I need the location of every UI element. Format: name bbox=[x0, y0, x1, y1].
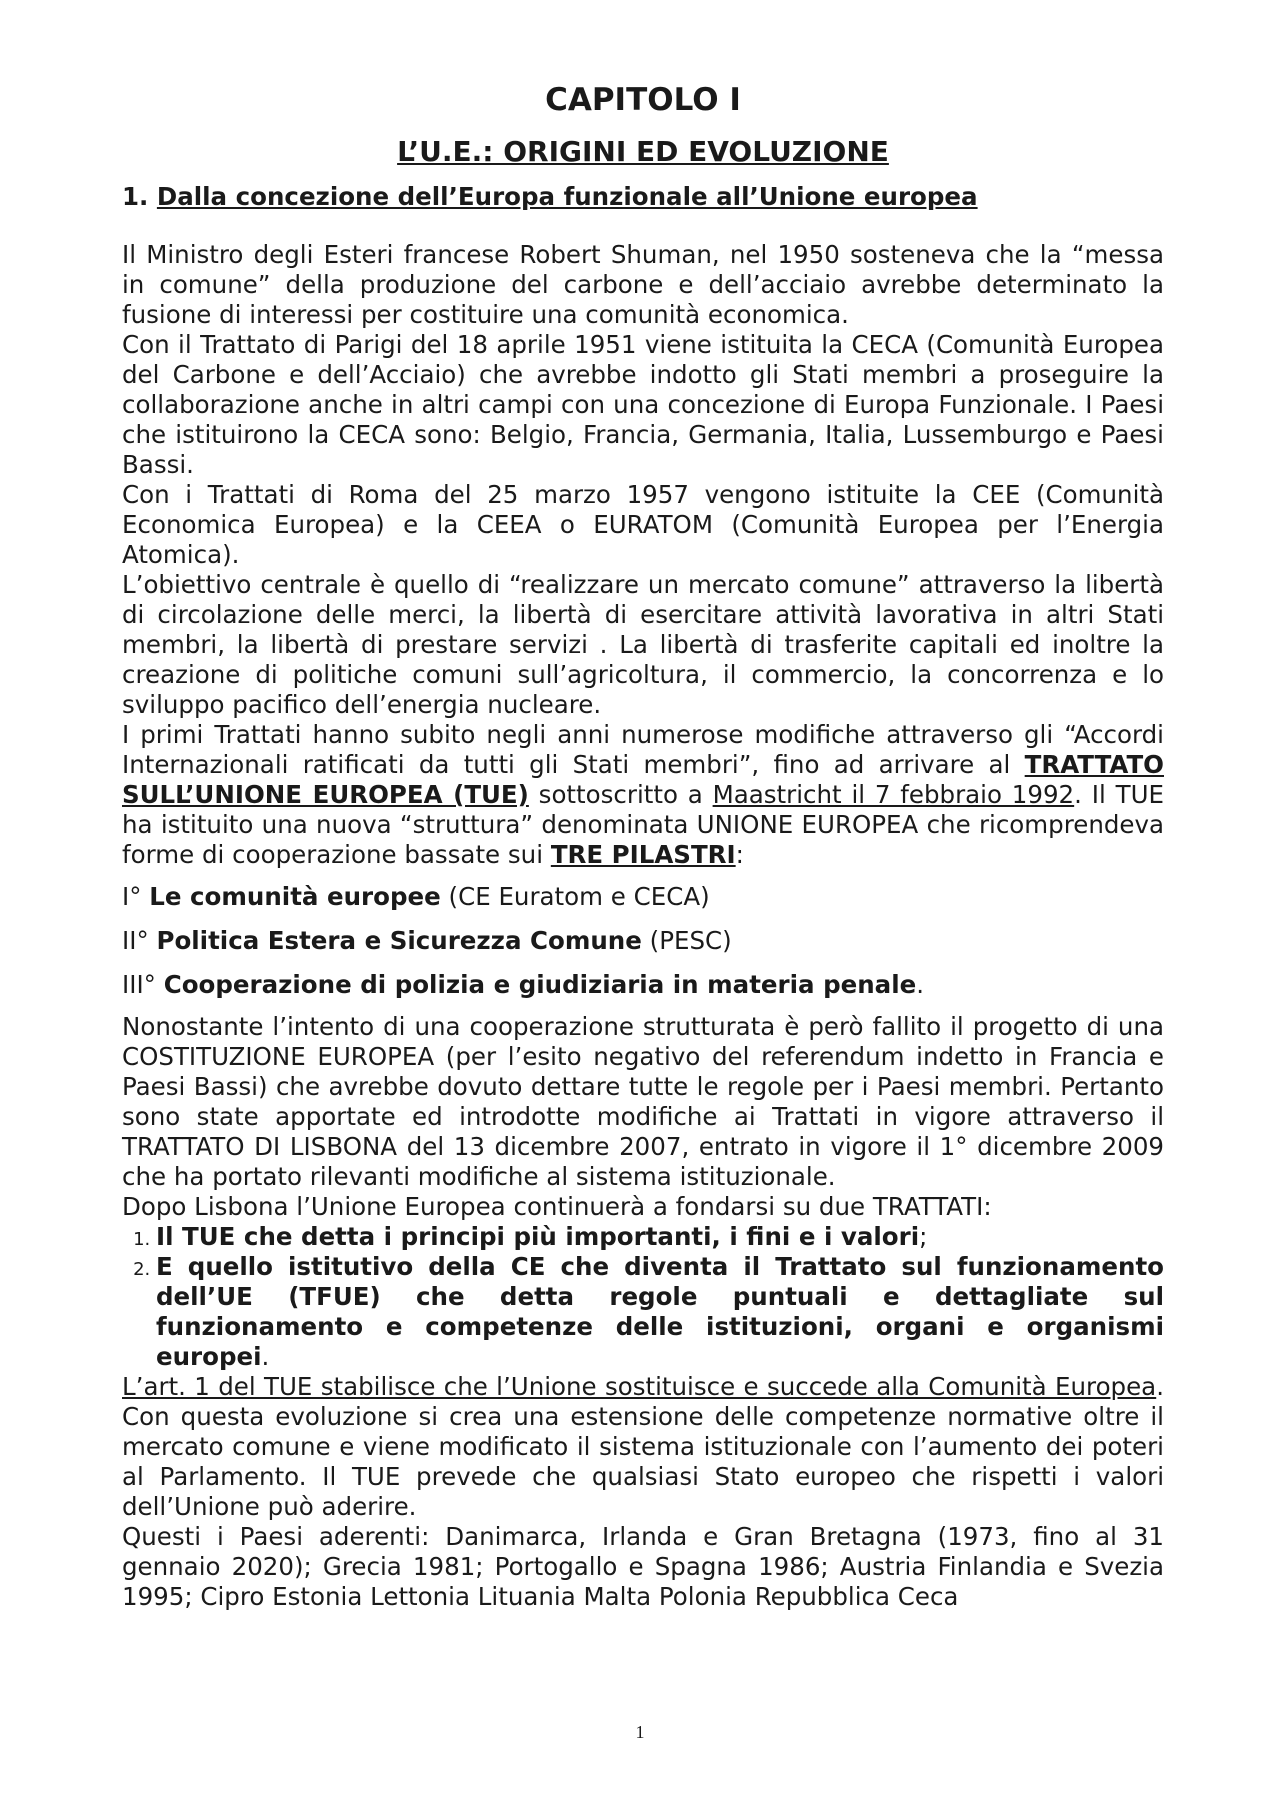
paragraph-two-treaties: Dopo Lisbona l’Unione Europea continuerà a fondarsi su due TRATTATI: bbox=[122, 1192, 992, 1221]
chapter-title: L’U.E.: ORIGINI ED EVOLUZIONE bbox=[397, 135, 889, 168]
list-item-text: Il TUE che detta i principi più importanti, i fini e i valori bbox=[156, 1222, 920, 1251]
chapter-heading: CAPITOLO I bbox=[545, 82, 741, 118]
pillar-note: (CE Euratom e CECA) bbox=[440, 882, 710, 911]
list-item: 2. E quello istitutivo della CE che diventa il Trattato sul funzionamento dell’UE (TFUE) che detta regole puntuali e dettagliate sul funzionamento e competenze delle istituzioni, organi e organismi europei. bbox=[156, 1252, 1164, 1372]
pillar-number: II° bbox=[122, 926, 149, 955]
tue-emphasis: TRATTATO SULL’UNIONE EUROPEA (TUE) bbox=[122, 750, 1164, 809]
pillar-item bbox=[122, 880, 1164, 914]
maastricht-date: Maastricht il 7 febbraio 1992 bbox=[712, 780, 1075, 809]
maastricht-text-1: I primi Trattati hanno subito negli anni numerose modifiche attraverso gli “Accordi Internazionali ratificati da tutti gli Stati membri”, fino ad arrivare al bbox=[122, 720, 1164, 779]
list-item-text: E quello istitutivo della CE che diventa il Trattato sul funzionamento dell’UE (TFUE) che detta regole puntuali e dettagliate sul funzionamento e competenze delle istituzioni, organi e organismi europei bbox=[156, 1252, 1164, 1371]
page-number: 1 bbox=[635, 1722, 645, 1742]
three-pillars-emphasis: TRE PILASTRI bbox=[550, 840, 736, 869]
art1-text: . Con questa evoluzione si crea una estensione delle competenze normative oltre il mercato comune e viene modificato il sistema istituzionale con l’aumento dei poteri al Parlamento. Il TUE prevede che qualsiasi Stato europeo che rispetti i valori dell’Unione può aderire. bbox=[122, 1372, 1164, 1521]
art1-underlined: L’art. 1 del TUE stabilisce che l’Unione sostituisce e succede alla Comunità Europea bbox=[122, 1372, 1157, 1401]
pillar-note: . bbox=[916, 970, 925, 999]
section-number: 1. bbox=[122, 182, 149, 211]
section-heading bbox=[122, 180, 1164, 214]
pillar-title: Le comunità europee bbox=[149, 882, 441, 911]
pillar-title: Cooperazione di polizia e giudiziaria in materia penale bbox=[163, 970, 917, 999]
pillar-item bbox=[122, 924, 1164, 958]
treaties-list bbox=[122, 1222, 1164, 1372]
pillar-title: Politica Estera e Sicurezza Comune bbox=[156, 926, 642, 955]
paragraph-maastricht bbox=[122, 720, 1164, 870]
pillar-item bbox=[122, 968, 1164, 1002]
section-title: Dalla concezione dell’Europa funzionale all’Unione europea bbox=[156, 182, 978, 211]
maastricht-text-4: : bbox=[735, 840, 744, 869]
maastricht-text-2: sottoscritto a bbox=[528, 780, 713, 809]
pillar-number: I° bbox=[122, 882, 142, 911]
maastricht-text-3: . Il TUE ha istituito una nuova “struttura” denominata UNIONE EUROPEA che ricomprendeva forme di cooperazione bassate sui bbox=[122, 780, 1164, 869]
paragraph-lisbon: Nonostante l’intento di una cooperazione strutturata è però fallito il progetto di una COSTITUZIONE EUROPEA (per l’esito negativo del referendum indetto in Francia e Paesi Bassi) che avrebbe dovuto dettare tutte le regole per i Paesi membri. Pertanto sono state apportate ed introdotte modifiche ai Trattati in vigore attraverso il TRATTATO DI LISBONA del 13 dicembre 2007, entrato in vigore il 1° dicembre 2009 che ha portato rilevanti modifiche al sistema istituzionale. bbox=[122, 1012, 1164, 1191]
paragraph-member-states: Questi i Paesi aderenti: Danimarca, Irlanda e Gran Bretagna (1973, fino al 31 gennaio 2020); Grecia 1981; Portogallo e Spagna 1986; Austria Finlandia e Svezia 1995; Cipro Estonia Lettonia Lituania Malta Polonia Repubblica Ceca bbox=[122, 1522, 1164, 1611]
paragraph-rome-treaties: Con i Trattati di Roma del 25 marzo 1957 vengono istituite la CEE (Comunità Economica Europea) e la CEEA o EURATOM (Comunità Europea per l’Energia Atomica). bbox=[122, 480, 1164, 569]
paragraph-art1 bbox=[122, 1372, 1164, 1522]
paragraph-objective: L’obiettivo centrale è quello di “realizzare un mercato comune” attraverso la libertà di circolazione delle merci, la libertà di esercitare attività lavorativa in altri Stati membri, la libertà di prestare servizi . La libertà di trasferite capitali ed inoltre la creazione di politiche comuni sull’agricoltura, il commercio, la concorrenza e lo sviluppo pacifico dell’energia nucleare. bbox=[122, 570, 1164, 719]
paragraph-shuman: Il Ministro degli Esteri francese Robert Shuman, nel 1950 sosteneva che la “messa in comune” della produzione del carbone e dell’acciaio avrebbe determinato la fusione di interessi per costituire una comunità economica. bbox=[122, 240, 1164, 329]
paragraph-ceca: Con il Trattato di Parigi del 18 aprile 1951 viene istituita la CECA (Comunità Europea del Carbone e dell’Acciaio) che avrebbe indotto gli Stati membri a proseguire la collaborazione anche in altri campi con una concezione di Europa Funzionale. I Paesi che istituirono la CECA sono: Belgio, Francia, Germania, Italia, Lussemburgo e Paesi Bassi. bbox=[122, 330, 1164, 479]
list-item: 1. Il TUE che detta i principi più importanti, i fini e i valori; bbox=[156, 1222, 1164, 1252]
pillar-note: (PESC) bbox=[641, 926, 732, 955]
pillar-number: III° bbox=[122, 970, 156, 999]
